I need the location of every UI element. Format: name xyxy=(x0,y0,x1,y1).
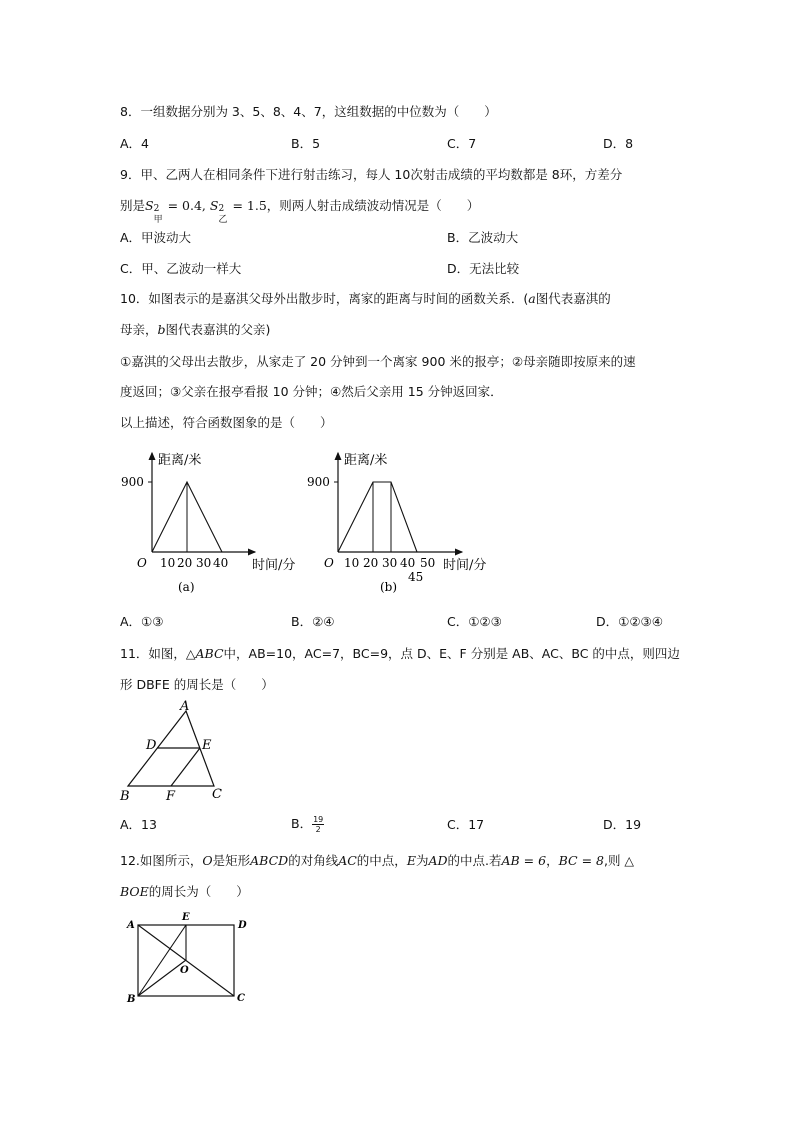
graph-b-origin: O xyxy=(324,556,334,570)
graph-a-tick-20: 20 xyxy=(177,556,193,570)
graph-b-tick-30: 30 xyxy=(382,556,398,570)
label-e: E xyxy=(182,912,190,923)
variance-symbol: S xyxy=(209,198,219,213)
label-e: E xyxy=(202,738,212,753)
q11-option-b: B． $\frac{19}{2}$ xyxy=(291,815,324,834)
q11-option-d: D．19 xyxy=(603,817,642,832)
q9-option-c: C．甲、乙波动一样大 xyxy=(120,261,242,276)
q11-line1: 11．如图，△ABC中，AB=10，AC=7，BC=9，点 D、E、F 分别是 AB、AC、BC 的中点，则四边 xyxy=(120,646,680,661)
q10-line1: 10．如图表示的是嘉淇父母外出散步时，离家的距离与时间的函数关系．(a图代表嘉淇的 xyxy=(120,291,611,306)
variance-yi: = 1.5 xyxy=(232,198,267,213)
q9-text: ，则两人射击成绩波动情况是（ ） xyxy=(266,198,480,213)
q10-line2: 母亲，b图代表嘉淇的父亲) xyxy=(120,322,271,337)
graph-b xyxy=(300,445,500,600)
q9-stem-line1: 9．甲、乙两人在相同条件下进行射击练习，每人 10次射击成绩的平均数都是 8环，方差分 xyxy=(120,167,623,182)
segment-ef xyxy=(171,748,200,786)
graph-b-tick-10: 10 xyxy=(344,556,360,570)
q10-option-a: A．①③ xyxy=(120,614,164,629)
variance-symbol: S xyxy=(145,198,154,213)
graph-a-ylabel: 距离/米 xyxy=(158,453,202,468)
graph-a-xlabel: 时间/分 xyxy=(252,558,295,573)
graph-a-tick-40: 40 xyxy=(213,556,229,570)
graph-b-tick-45: 45 xyxy=(408,570,424,584)
graph-b-tick-20: 20 xyxy=(363,556,379,570)
graph-a-origin: O xyxy=(137,556,147,570)
q11-option-a: A．13 xyxy=(120,817,157,832)
q10-line3: ①嘉淇的父母出去散步，从家走了 20 分钟到一个离家 900 米的报亭；②母亲随即按原来的速 xyxy=(120,354,636,369)
graph-a-caption: (a) xyxy=(178,580,195,594)
q8-option-b: B．5 xyxy=(291,136,321,151)
label-a: A xyxy=(180,699,190,714)
variance-jia: = 0.4, xyxy=(167,198,206,213)
label-a: A xyxy=(127,920,135,931)
q10-line4: 度返回；③父亲在报亭看报 10 分钟；④然后父亲用 15 分钟返回家． xyxy=(120,384,503,399)
rectangle-figure xyxy=(120,905,260,1010)
graph-b-xlabel: 时间/分 xyxy=(443,558,487,573)
q8-option-a: A．4 xyxy=(120,136,150,151)
label-b: B xyxy=(120,789,130,804)
q12-line2: BOE的周长为（ ） xyxy=(120,884,249,899)
q11-line2: 形 DBFE 的周长是（ ） xyxy=(120,677,274,692)
q8-option-d: D．8 xyxy=(603,136,634,151)
graph-a-900: 900 xyxy=(121,475,144,489)
graph-b-tick-50: 50 xyxy=(420,556,436,570)
q8-option-c: C．7 xyxy=(447,136,477,151)
label-b: B xyxy=(127,994,136,1005)
graph-b-900: 900 xyxy=(307,475,330,489)
graph-a-tick-30: 30 xyxy=(196,556,212,570)
label-c: C xyxy=(212,787,222,802)
q9-option-a: A．甲波动大 xyxy=(120,230,192,245)
fraction-19-2: $\frac{19}{2}$ xyxy=(313,815,324,834)
graph-b-line xyxy=(338,482,417,552)
q10-option-d: D．①②③④ xyxy=(596,614,663,629)
q12-line1: 12.如图所示，O是矩形ABCD的对角线AC的中点，E为AD的中点.若AB = 6，BC = 8,则 △ xyxy=(120,853,635,868)
graph-b-ylabel: 距离/米 xyxy=(344,453,388,468)
label-f: F xyxy=(166,789,176,804)
q10-option-c: C．①②③ xyxy=(447,614,502,629)
triangle-figure xyxy=(110,697,235,805)
q10-option-b: B．②④ xyxy=(291,614,335,629)
graph-a xyxy=(115,445,295,600)
segment-bo xyxy=(138,960,186,996)
label-d: D xyxy=(146,738,157,753)
q9-option-b: B．乙波动大 xyxy=(447,230,519,245)
label-d: D xyxy=(238,920,247,931)
q10-line5: 以上描述，符合函数图象的是（ ） xyxy=(120,415,333,430)
label-o: O xyxy=(180,965,189,976)
q9-stem-line2: 别是S 2 甲 = 0.4, S 2 乙 = 1.5，则两人射击成绩波动情况是（ ） xyxy=(120,198,480,225)
graph-b-tick-40: 40 xyxy=(400,556,416,570)
segment-be xyxy=(138,925,186,996)
q8-stem: 8．一组数据分别为 3、5、8、4、7，这组数据的中位数为（ ） xyxy=(120,104,497,119)
graph-b-caption: (b) xyxy=(380,580,398,594)
graph-a-tick-10: 10 xyxy=(160,556,176,570)
q11-option-c: C．17 xyxy=(447,817,485,832)
q9-option-d: D．无法比较 xyxy=(447,261,520,276)
q9-text: 别是 xyxy=(120,198,146,213)
label-c: C xyxy=(237,993,245,1004)
